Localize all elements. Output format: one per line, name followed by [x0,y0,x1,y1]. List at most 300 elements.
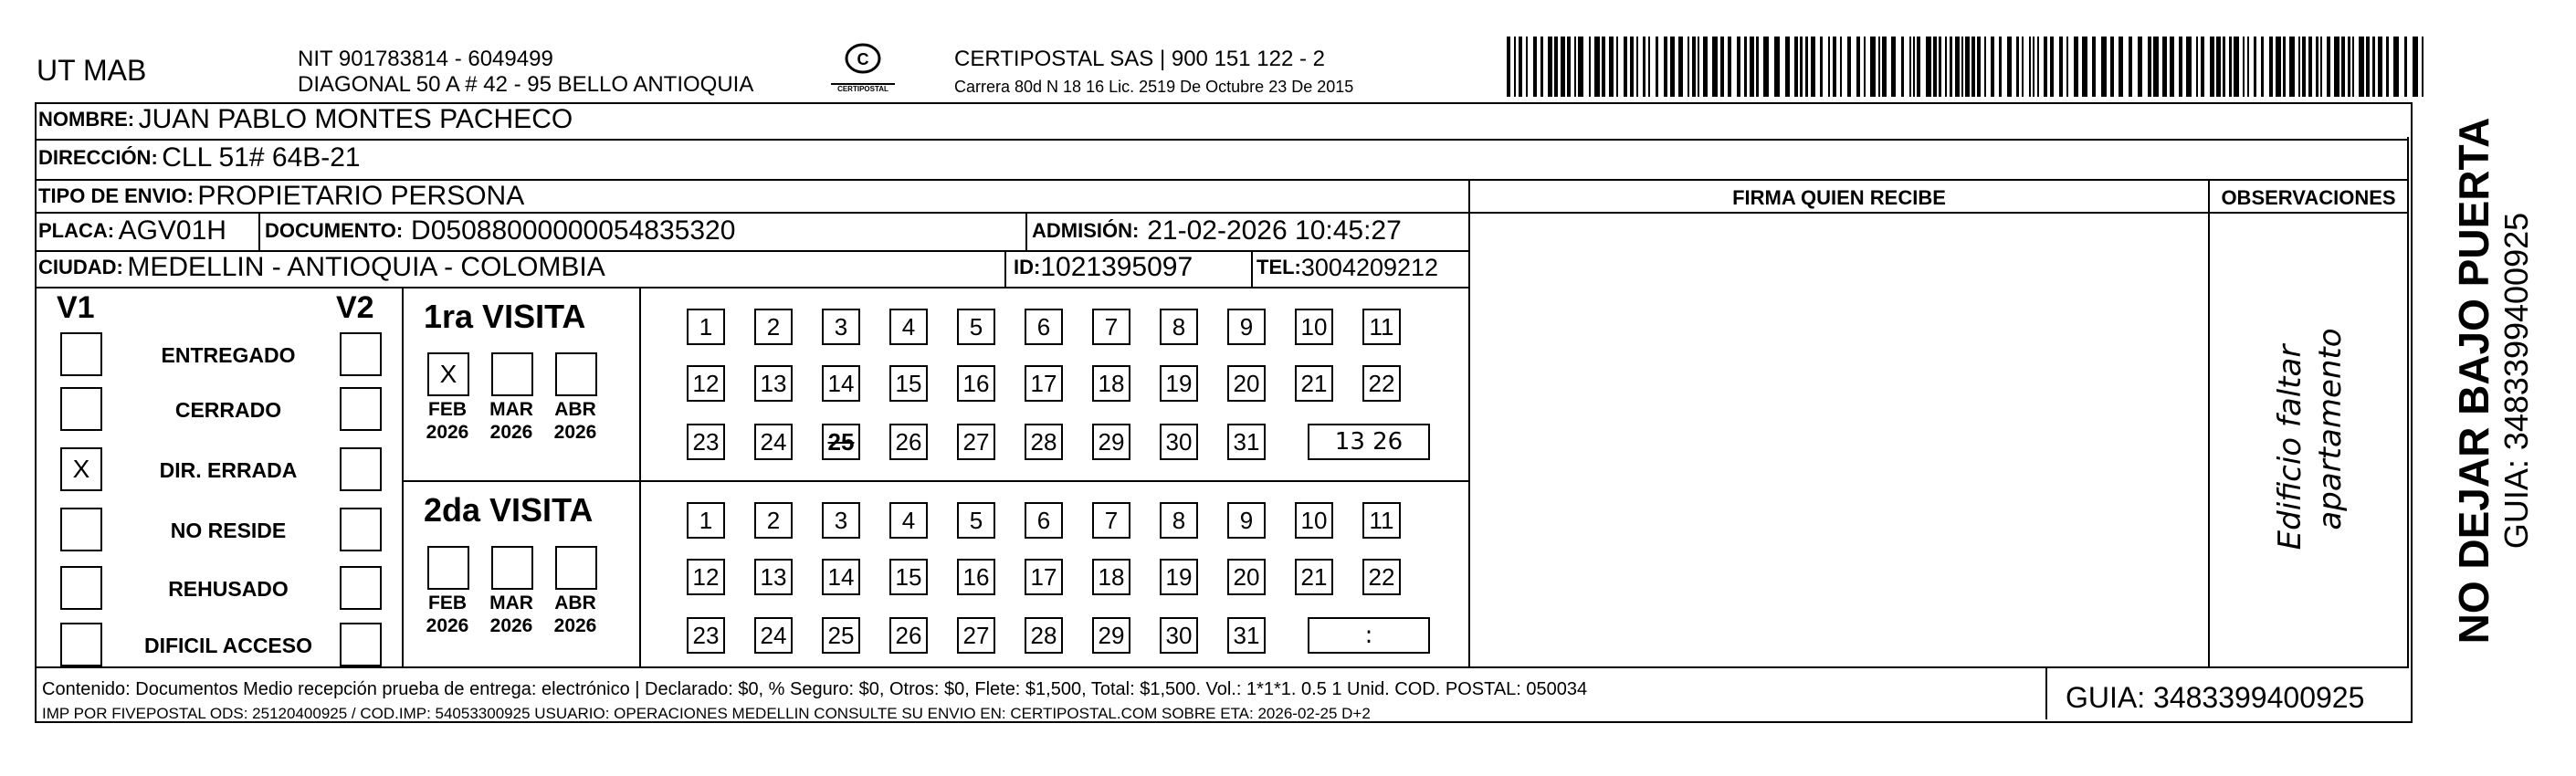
barcode-bar [1955,37,1960,97]
barcode-bar [1692,37,1696,97]
day-box[interactable]: 5 [957,309,995,345]
barcode-bar [1811,37,1815,97]
nombre-value: JUAN PABLO MONTES PACHECO [138,104,573,134]
barcode-bar [1961,37,1963,97]
day-box[interactable]: 16 [957,559,995,595]
day-box[interactable]: 5 [957,502,995,539]
day-box[interactable]: 3 [822,502,860,539]
sender-address: DIAGONAL 50 A # 42 - 95 BELLO ANTIOQUIA [298,72,754,97]
barcode-bar [1688,37,1689,97]
divider [35,139,2409,141]
placa-value: AGV01H [118,215,226,246]
barcode-bar [1828,37,1830,97]
status-label: DIFICIL ACCESO [143,634,312,657]
tel-cell [1256,252,1438,283]
tel-label: TEL: [1256,256,1301,278]
month-year: 2026 [426,422,469,443]
day-box[interactable]: 26 [889,617,928,654]
month-year: 2026 [553,615,597,636]
barcode-bar [2393,37,2399,97]
barcode-bar [1805,37,1808,97]
divider [35,212,1468,214]
day-box[interactable]: 29 [1092,617,1130,654]
divider [402,287,404,666]
barcode-bar [2327,37,2330,97]
barcode-bar [1977,37,1981,97]
status-label: NO RESIDE [170,519,287,542]
day-box[interactable]: 27 [957,424,995,460]
barcode-bar [1548,37,1552,97]
day-box[interactable]: 28 [1025,424,1063,460]
nombre-row [38,104,573,135]
barcode-bar [1999,37,2002,97]
barcode-bar [2316,37,2318,97]
day-box[interactable]: 25 [822,424,860,460]
visita1-title: 1ra VISITA [424,298,586,335]
day-box[interactable]: 20 [1227,365,1266,402]
barcode-bar [1720,37,1724,97]
barcode-bar [1574,37,1576,97]
barcode-bar [2210,37,2214,97]
status-v2-checkbox[interactable] [340,387,382,431]
barcode-bar [1820,37,1823,97]
day-box[interactable]: 29 [1092,424,1130,460]
barcode-bar [1670,37,1675,97]
barcode-bar [1926,37,1931,97]
month-label [548,398,603,444]
divider [639,287,641,666]
status-label: CERRADO [174,398,282,422]
barcode-bar [2404,37,2407,97]
day-box[interactable]: 8 [1160,309,1198,345]
barcode-bar [2007,37,2012,97]
month-label [420,398,475,444]
barcode-bar [1594,37,1600,97]
barcode-bar [1636,37,1638,97]
status-label: DIR. ERRADA [159,458,298,482]
id-value: 1021395097 [1040,252,1193,282]
barcode-bar [2413,37,2418,97]
footer-line2: IMP POR FIVEPOSTAL ODS: 25120400925 / COD.IMP: 54053300925 USUARIO: OPERACIONES MEDELLIN CONSULTE SU ENVIO EN: CERTIPOSTAL.COM SOBRE ETA: 2026-02-25 D+2 [42,705,1371,722]
barcode-bar [1728,37,1731,97]
certipostal-logo [831,42,895,99]
divider [1004,252,1006,287]
month-label [484,398,539,444]
barcode-bar [2216,37,2221,97]
barcode-bar [1882,37,1887,97]
observacion-line2: apartamento [2312,328,2349,530]
barcode-bar [2201,37,2204,97]
barcode-bar [2196,37,2198,97]
day-box[interactable]: 2 [754,309,793,345]
divider [1025,214,1027,250]
barcode-bar [1624,37,1627,97]
day-box[interactable]: 4 [889,309,928,345]
day-box[interactable]: 9 [1227,502,1266,539]
barcode-bar [1840,37,1842,97]
day-box[interactable]: 11 [1362,309,1401,345]
day-box[interactable]: 27 [957,617,995,654]
side-text [2429,117,2557,645]
barcode-bar [1737,37,1740,97]
observaciones-label: OBSERVACIONES [2221,186,2396,209]
day-box[interactable]: 30 [1160,424,1198,460]
barcode-bar [2341,37,2345,97]
tipo-envio-row [38,181,524,212]
month-checkbox[interactable]: X [427,352,469,396]
day-box[interactable]: 16 [957,365,995,402]
observaciones-header [2210,183,2407,214]
divider [402,480,1468,482]
barcode-bar [2352,37,2354,97]
day-box[interactable]: 31 [1227,424,1266,460]
status-v1-checkbox[interactable]: X [60,447,102,491]
barcode-bar [1945,37,1947,97]
barcode-bar [1965,37,1970,97]
time-box[interactable]: 13 26 [1308,424,1430,460]
placa-label: PLACA: [38,219,115,242]
day-box[interactable]: 14 [822,559,860,595]
barcode-bar [2234,37,2239,97]
barcode-bar [2372,37,2375,97]
barcode-bar [1507,37,1510,97]
barcode-bar [2308,37,2312,97]
barcode-bar [2298,37,2300,97]
divider [2407,137,2409,666]
day-box[interactable]: 2 [754,502,793,539]
barcode-bar [1678,37,1683,97]
barcode-bar [1933,37,1937,97]
day-box[interactable]: 12 [687,365,725,402]
day-box[interactable]: 18 [1092,559,1130,595]
status-v1-checkbox[interactable] [60,566,102,610]
barcode-bar [1939,37,1941,97]
day-box[interactable]: 20 [1227,559,1266,595]
status-v1-checkbox[interactable] [60,623,102,666]
status-v1-checkbox[interactable] [60,332,102,376]
day-box[interactable]: 8 [1160,502,1198,539]
barcode-bar [2359,37,2364,97]
day-box[interactable]: 1 [687,502,725,539]
status-v1-checkbox[interactable] [60,508,102,551]
time-box[interactable]: : [1308,617,1430,654]
barcode-bar [1602,37,1605,97]
barcode-bar [2022,37,2024,97]
month-year: 2026 [426,615,469,636]
barcode-bar [1891,37,1896,97]
day-box[interactable]: 11 [1362,502,1401,539]
barcode-bar [2016,37,2019,97]
tel-value: 3004209212 [1300,253,1439,281]
side-warning: NO DEJAR BAJO PUERTA [2450,117,2497,645]
day-box[interactable]: 21 [1295,365,1333,402]
month-year: 2026 [553,422,597,443]
direccion-label: DIRECCIÓN: [38,146,158,169]
barcode-bar [1561,37,1565,97]
day-box[interactable]: 15 [889,365,928,402]
month-name: MAR [489,399,533,420]
status-v2-checkbox[interactable] [340,447,382,491]
barcode-bar [1984,37,1986,97]
barcode-bar [1901,37,1904,97]
day-box[interactable]: 25 [822,617,860,654]
barcode-bar [2348,37,2350,97]
barcode-bar [2050,37,2054,97]
admision-cell [1032,215,1402,246]
barcode-bar [1870,37,1876,97]
direccion-row [38,142,361,173]
firma-label: FIRMA QUIEN RECIBE [1732,186,1946,209]
month-name: ABR [554,592,596,613]
month-name: MAR [489,592,533,613]
day-box[interactable]: 7 [1092,502,1130,539]
admision-label: ADMISIÓN: [1032,219,1140,242]
status-v2-checkbox[interactable] [340,623,382,666]
day-box[interactable]: 19 [1160,559,1198,595]
barcode-bar [1698,37,1699,97]
placa-cell [38,215,226,246]
barcode-bar [2033,37,2035,97]
day-box[interactable]: 4 [889,502,928,539]
status-label: ENTREGADO [161,343,296,367]
barcode-bar [2229,37,2232,97]
barcode-bar [1664,37,1667,97]
barcode-bar [1785,37,1790,97]
barcode-bar [2276,37,2281,97]
barcode-bar [1567,37,1571,97]
divider [35,666,2409,668]
barcode-bar [1774,37,1780,97]
barcode-bar [2170,37,2174,97]
day-box[interactable]: 7 [1092,309,1130,345]
barcode-bar [1540,37,1543,97]
barcode-bar [1514,37,1516,97]
barcode-bar [1847,37,1851,97]
barcode-bar [2074,37,2078,97]
month-year: 2026 [489,615,533,636]
day-box[interactable]: 17 [1025,559,1063,595]
barcode-bar [1909,37,1911,97]
day-box[interactable]: 17 [1025,365,1063,402]
day-box[interactable]: 23 [687,424,725,460]
barcode-bar [2044,37,2047,97]
documento-label: DOCUMENTO: [265,219,404,242]
tipo-envio-label: TIPO DE ENVIO: [38,184,194,207]
barcode-bar [1750,37,1754,97]
day-box[interactable]: 24 [754,617,793,654]
divider [1468,212,2409,214]
admision-value: 21-02-2026 10:45:27 [1147,215,1402,246]
day-box[interactable]: 19 [1160,365,1198,402]
barcode-bar [2082,37,2087,97]
month-checkbox[interactable] [555,546,597,590]
id-label: ID: [1014,256,1041,278]
divider [258,214,260,250]
barcode-bar [1643,37,1645,97]
barcode-bar [2110,37,2114,97]
month-name: FEB [428,399,467,420]
barcode-bar [1856,37,1860,97]
barcode [1507,37,2429,97]
barcode-bar [2037,37,2039,97]
barcode-bar [2261,37,2264,97]
day-box[interactable]: 9 [1227,309,1266,345]
logo-text: CERTIPOSTAL [831,83,895,94]
barcode-bar [1630,37,1634,97]
month-year: 2026 [489,422,533,443]
barcode-bar [2223,37,2225,97]
observaciones-area[interactable] [2210,215,2405,665]
divider [35,287,1468,288]
day-box[interactable]: 15 [889,559,928,595]
barcode-bar [1589,37,1591,97]
barcode-bar [2092,37,2096,97]
barcode-bar [1991,37,1994,97]
day-box[interactable]: 24 [754,424,793,460]
barcode-bar [1794,37,1798,97]
footer-guia: GUIA: 3483399400925 [2066,681,2365,714]
barcode-bar [1578,37,1583,97]
certipostal-line1: CERTIPOSTAL SAS | 900 151 122 - 2 [954,47,1325,71]
divider [1251,252,1253,287]
barcode-bar [2162,37,2167,97]
barcode-bar [1656,37,1658,97]
barcode-bar [1756,37,1759,97]
barcode-bar [2119,37,2123,97]
barcode-bar [2179,37,2182,97]
barcode-bar [1744,37,1747,97]
barcode-bar [1609,37,1614,97]
status-label: REHUSADO [168,577,289,601]
barcode-image [1507,37,2429,97]
barcode-bar [1712,37,1718,97]
id-cell [1014,252,1193,283]
day-box[interactable]: 13 [754,559,793,595]
day-box[interactable]: 23 [687,617,725,654]
observacion-line1: Edificio faltar [2272,344,2308,551]
month-label [548,592,603,637]
barcode-bar [2138,37,2142,97]
barcode-bar [1971,37,1975,97]
month-checkbox[interactable] [491,352,533,396]
barcode-bar [1917,37,1920,97]
barcode-bar [2066,37,2068,97]
status-v2-checkbox[interactable] [340,332,382,376]
barcode-bar [2059,37,2063,97]
month-checkbox[interactable] [491,546,533,590]
barcode-bar [2243,37,2245,97]
barcode-bar [1833,37,1836,97]
status-v2-checkbox[interactable] [340,566,382,610]
day-box[interactable]: 10 [1295,502,1333,539]
barcode-bar [1950,37,1952,97]
month-name: ABR [554,399,596,420]
day-box[interactable]: 6 [1025,309,1063,345]
barcode-bar [1616,37,1618,97]
visita2-title: 2da VISITA [424,491,594,529]
barcode-bar [2302,37,2306,97]
barcode-bar [2289,37,2295,97]
day-box[interactable]: 12 [687,559,725,595]
footer-line1: Contenido: Documentos Medio recepción prueba de entrega: electrónico | Declarado: $0, % Seguro: $0, Otros: $0, Flete: $1,500, Total: $1,500. Vol.: 1*1*1. 0.5 1 Unid. COD. POSTAL: 050034 [42,679,1588,699]
direccion-value: CLL 51# 64B-21 [162,142,361,173]
v2-label: V2 [336,290,374,325]
day-box[interactable]: 14 [822,365,860,402]
barcode-bar [2320,37,2322,97]
day-box[interactable]: 31 [1227,617,1266,654]
day-box[interactable]: 1 [687,309,725,345]
barcode-bar [2386,37,2389,97]
barcode-bar [1648,37,1650,97]
firma-area[interactable] [1472,215,2206,665]
month-checkbox[interactable] [427,546,469,590]
day-box[interactable]: 10 [1295,309,1333,345]
ciudad-value: MEDELLIN - ANTIOQUIA - COLOMBIA [127,252,605,282]
barcode-bar [2129,37,2132,97]
barcode-bar [1878,37,1880,97]
barcode-bar [2101,37,2107,97]
status-v2-checkbox[interactable] [340,508,382,551]
day-box[interactable]: 26 [889,424,928,460]
v1-label: V1 [57,290,95,325]
barcode-bar [1864,37,1866,97]
barcode-bar [1526,37,1528,97]
nombre-label: NOMBRE: [38,108,135,131]
barcode-bar [1554,37,1558,97]
barcode-bar [2254,37,2256,97]
barcode-bar [1913,37,1915,97]
day-box[interactable]: 22 [1362,365,1401,402]
certipostal-logo-icon [843,42,883,79]
barcode-bar [1533,37,1537,97]
barcode-bar [2422,37,2424,97]
nit-line: NIT 901783814 - 6049499 [298,47,553,71]
barcode-bar [2334,37,2339,97]
day-box[interactable]: 30 [1160,617,1198,654]
barcode-bar [1519,37,1522,97]
barcode-bar [2366,37,2370,97]
day-box[interactable]: 21 [1295,559,1333,595]
barcode-bar [1800,37,1803,97]
barcode-bar [2153,37,2159,97]
day-box[interactable]: 22 [1362,559,1401,595]
barcode-bar [2283,37,2286,97]
documento-value: D05088000000054835320 [411,215,736,246]
barcode-bar [1703,37,1708,97]
barcode-bar [2378,37,2382,97]
barcode-bar [2148,37,2151,97]
day-box[interactable]: 3 [822,309,860,345]
barcode-bar [2269,37,2273,97]
divider [2045,666,2047,719]
side-guia: GUIA: 3483399400925 [2497,212,2535,550]
month-label [484,592,539,637]
ciudad-label: CIUDAD: [38,256,123,278]
status-v1-checkbox[interactable] [60,387,102,431]
day-box[interactable]: 18 [1092,365,1130,402]
month-checkbox[interactable] [555,352,597,396]
day-box[interactable]: 28 [1025,617,1063,654]
day-box[interactable]: 13 [754,365,793,402]
barcode-bar [2186,37,2192,97]
tipo-envio-value: PROPIETARIO PERSONA [197,181,525,211]
day-box[interactable]: 6 [1025,502,1063,539]
divider [1468,181,1470,666]
barcode-bar [2247,37,2249,97]
company-name: UT MAB [37,54,147,87]
barcode-bar [1763,37,1769,97]
documento-cell [265,215,735,246]
